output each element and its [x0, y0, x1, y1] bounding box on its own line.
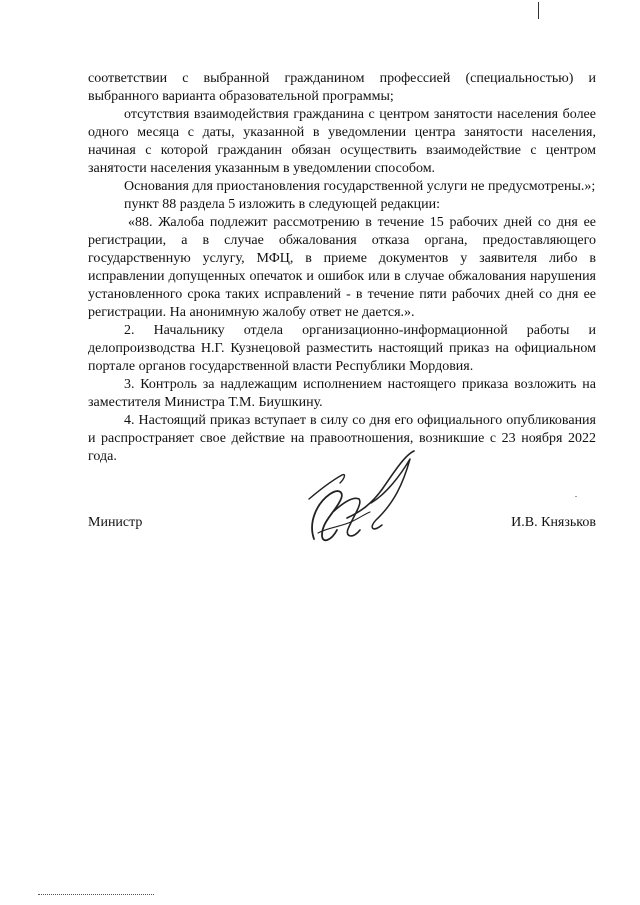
- paragraph-complaint-rule: «88. Жалоба подлежит рассмотрению в течение 15 рабочих дней со дня ее регистрации, а в случае обжалования отказа органа, предоставляющего государственную услугу, МФЦ, в приеме документов у заявителя либо в исправлении допущенных опечаток и ошибок или в случае обжалования нарушения установленного срока таких исправлений - в течение пяти рабочих дней со дня ее регистрации. На анонимную жалобу ответ не дается.».: [88, 215, 596, 320]
- paragraph-point-88-intro: пункт 88 раздела 5 изложить в следующей редакции:: [124, 197, 441, 212]
- paragraph-absence-of-interaction: отсутствия взаимодействия гражданина с центром занятости населения более одного месяца с даты, указанной в уведомлении центра занятости населения, начиная с которой гражданин обязан осуществить взаимодействие с центром занятости населения указанным в уведомлении способом.: [88, 107, 596, 176]
- paragraph-control-assignment: 3. Контроль за надлежащим исполнением настоящего приказа возложить на заместителя Министра Т.М. Биушкину.: [88, 377, 596, 410]
- signature-row: [88, 514, 596, 534]
- paragraph-suspension-grounds: Основания для приостановления государственной услуги не предусмотрены.»;: [124, 179, 596, 194]
- signature-title: Министр: [88, 515, 143, 530]
- handwritten-signature: [300, 445, 420, 555]
- document-body: [88, 70, 596, 466]
- scan-dot: [575, 496, 577, 497]
- page-margin-mark: [538, 2, 539, 19]
- paragraph-effective-date: 4. Настоящий приказ вступает в силу со дня его официального опубликования и распространяет свое действие на правоотношения, возникшие с 23 ноября 2022 года.: [88, 413, 596, 464]
- signatory-name: И.В. Князьков: [511, 515, 596, 530]
- paragraph-continuation: соответствии с выбранной гражданином профессией (специальностью) и выбранного варианта образовательной программы;: [88, 71, 596, 104]
- paragraph-publication-instruction: 2. Начальнику отдела организационно-информационной работы и делопроизводства Н.Г. Кузнецовой разместить настоящий приказ на официальном портале органов государственной власти Республики Мордовия.: [88, 323, 596, 374]
- footer-dotted-line: [38, 894, 154, 897]
